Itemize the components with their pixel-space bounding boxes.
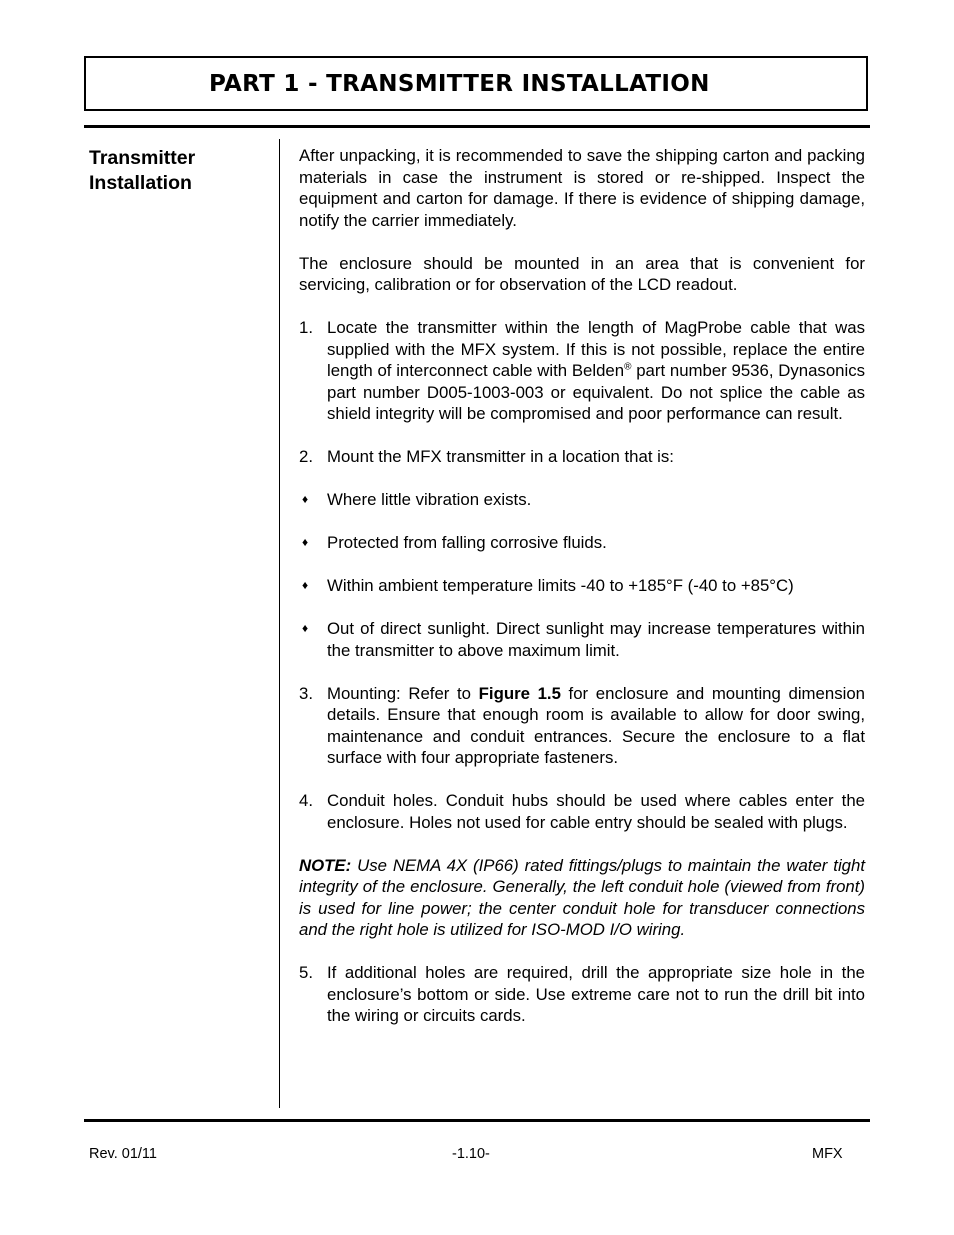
registered-mark: ® xyxy=(624,361,632,373)
column-divider xyxy=(279,139,280,1108)
step-number: 4. xyxy=(299,791,313,810)
footer-revision: Rev. 01/11 xyxy=(89,1146,157,1162)
enclosure-paragraph: The enclosure should be mounted in an area that is convenient for servicing, calibration or for observation of the LCD readout. xyxy=(299,253,865,294)
diamond-bullet-icon: ♦ xyxy=(302,492,309,506)
diamond-bullet-icon: ♦ xyxy=(302,535,309,549)
section-title xyxy=(89,146,269,196)
step-number: 3. xyxy=(299,683,313,703)
content-column xyxy=(299,145,865,1048)
note-label: NOTE: xyxy=(299,855,352,875)
bullet-item: ♦ Out of direct sunlight. Direct sunlight may increase temperatures within the transmitter to above maximum limit. xyxy=(302,619,865,660)
step-2: 2. Mount the MFX transmitter in a location that is: xyxy=(299,447,674,466)
bullet-item: ♦ Protected from falling corrosive fluids. xyxy=(302,533,607,552)
intro-paragraph: After unpacking, it is recommended to save the shipping carton and packing materials in case the instrument is stored or re-shipped. Inspect the equipment and carton for damage. If there is evidence of shipping damage, notify the carrier immediately. xyxy=(299,146,865,230)
bullet-item: ♦ Within ambient temperature limits -40 to +185°F (-40 to +85°C) xyxy=(302,576,794,595)
footer-page-number: -1.10- xyxy=(452,1146,490,1162)
step-3: 3. Mounting: Refer to Figure 1.5 for enclosure and mounting dimension details. Ensure that enough room is available to allow for door swing, maintenance and conduit entrances. Secure the enclosure to a flat surface with four appropriate fasteners. xyxy=(299,683,865,767)
section-title-line1: Transmitter xyxy=(89,147,196,169)
diamond-bullet-icon: ♦ xyxy=(302,578,309,592)
bullet-item: ♦ Where little vibration exists. xyxy=(302,490,532,509)
step-number: 1. xyxy=(299,318,313,337)
step-number: 2. xyxy=(299,447,313,466)
section-title-line2: Installation xyxy=(89,172,192,194)
step-5: 5. If additional holes are required, drill the appropriate size hole in the enclosure’s bottom or side. Use extreme care not to run the drill bit into the wiring or circuits cards. xyxy=(299,963,865,1025)
diamond-bullet-icon: ♦ xyxy=(302,621,309,635)
page-title: PART 1 - TRANSMITTER INSTALLATION xyxy=(209,70,710,97)
bottom-rule xyxy=(84,1119,870,1122)
step-1: 1. Locate the transmitter within the length of MagProbe cable that was supplied with the MFX system. If this is not possible, replace the entire length of interconnect cable with Belden® part number 9536, Dynasonics part number D005-1003-003 or equivalent. Do not splice the cable as shield integrity will be compromised and poor performance can result. xyxy=(299,318,866,423)
step-4: 4. Conduit holes. Conduit hubs should be used where cables enter the enclosure. Holes not used for cable entry should be sealed with plugs. xyxy=(299,791,865,832)
step-number: 5. xyxy=(299,963,313,982)
top-rule xyxy=(84,125,870,128)
note-paragraph: NOTE: Use NEMA 4X (IP66) rated fittings/plugs to maintain the water tight integrity of the enclosure. Generally, the left conduit hole (viewed from front) is used for line power; the center conduit hole for transducer connections and the right hole is utilized for ISO-MOD I/O wiring. xyxy=(299,855,865,939)
figure-reference: Figure 1.5 xyxy=(478,683,561,703)
page-header-box xyxy=(84,56,868,111)
footer-product: MFX xyxy=(812,1146,843,1162)
